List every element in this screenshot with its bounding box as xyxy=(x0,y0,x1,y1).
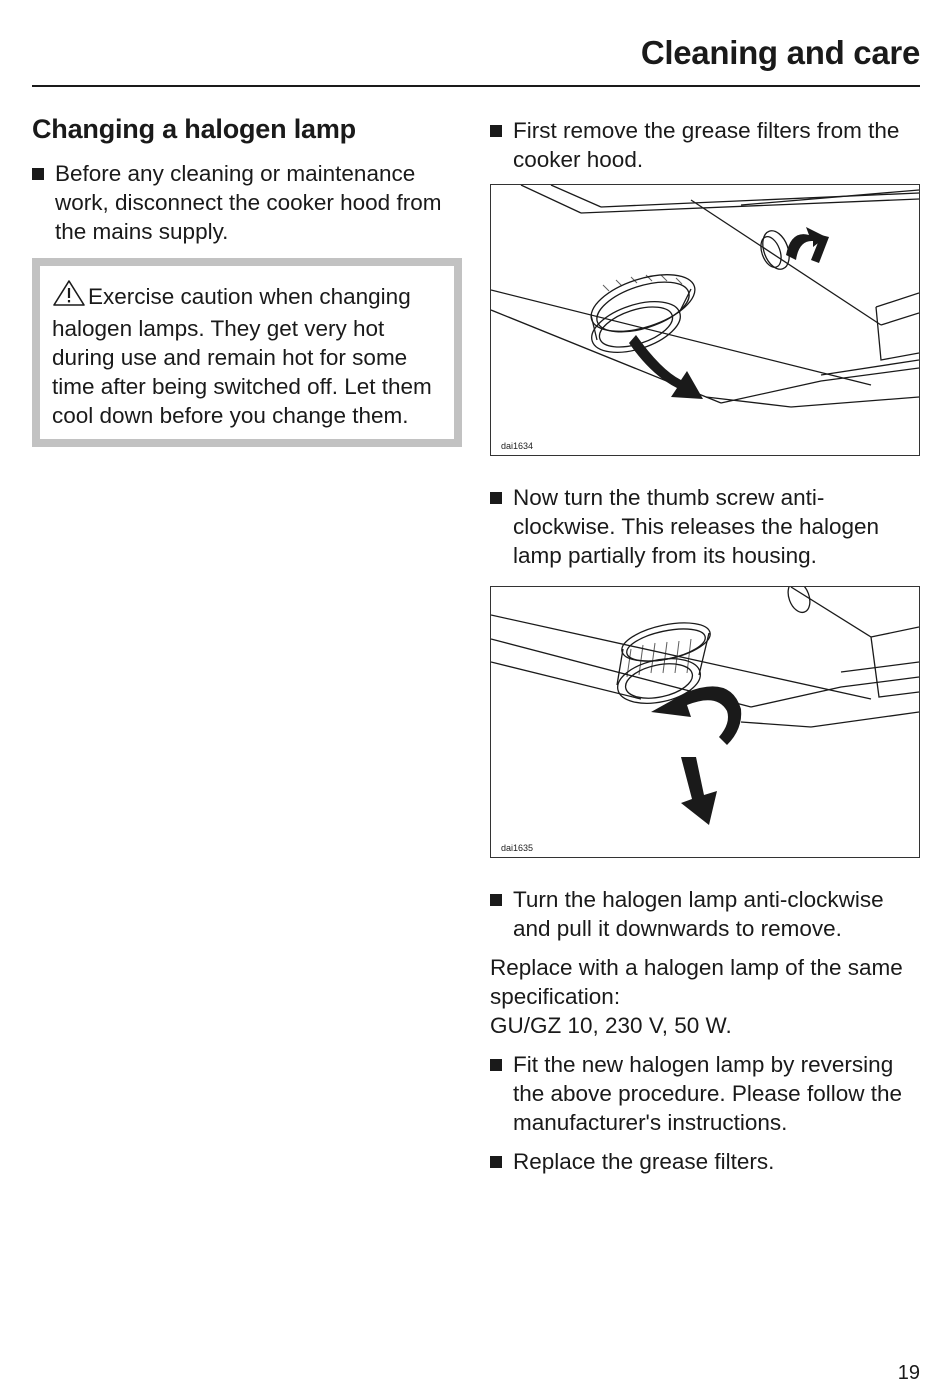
header-divider xyxy=(32,85,920,87)
warning-box xyxy=(32,258,462,447)
right-column xyxy=(490,116,920,1176)
page-number: 19 xyxy=(897,1362,920,1384)
warning-triangle-icon xyxy=(52,279,86,314)
warning-text: Exercise caution when changing halogen lamps. They get very hot during use and remain hot for some time after being switched off. Let them cool down before you change them. xyxy=(52,284,432,428)
figure-release-lamp xyxy=(490,586,920,858)
page-section-title: Cleaning and care xyxy=(640,34,920,71)
figure-caption: dai1635 xyxy=(501,843,534,853)
lamp-release-illustration xyxy=(491,587,919,857)
figure-caption: dai1634 xyxy=(501,441,534,451)
bullet-turn-thumb-screw: Now turn the thumb screw anti-clockwise. This releases the halogen lamp partially from its housing. xyxy=(490,483,920,570)
bullet-replace-filters: Replace the grease filters. xyxy=(490,1147,920,1176)
bullet-fit-new-lamp: Fit the new halogen lamp by reversing the above procedure. Please follow the manufacturer's instructions. xyxy=(490,1050,920,1137)
replacement-spec-value: GU/GZ 10, 230 V, 50 W. xyxy=(490,1013,732,1038)
bullet-remove-filters: First remove the grease filters from the cooker hood. xyxy=(490,116,920,174)
replacement-spec-intro: Replace with a halogen lamp of the same specification: xyxy=(490,955,903,1009)
bullet-disconnect-power: Before any cleaning or maintenance work, disconnect the cooker hood from the mains supply. xyxy=(32,159,462,246)
figure-remove-filters xyxy=(490,184,920,456)
hood-underside-illustration xyxy=(491,185,919,455)
bullet-remove-lamp: Turn the halogen lamp anti-clockwise and pull it downwards to remove. xyxy=(490,885,920,943)
left-column xyxy=(32,112,462,447)
section-heading: Changing a halogen lamp xyxy=(32,114,356,144)
